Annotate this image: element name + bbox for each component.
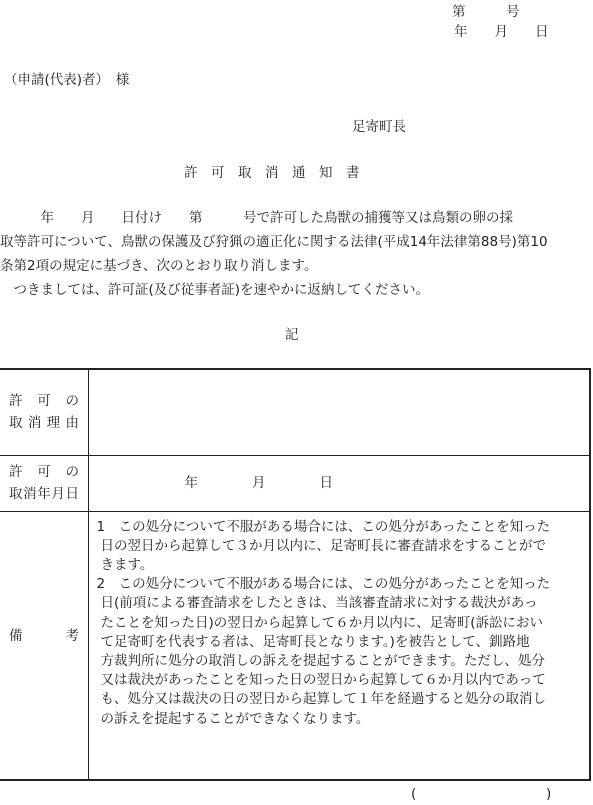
cancel-date-value[interactable] xyxy=(88,455,590,511)
remarks-row xyxy=(0,511,590,780)
note-1-line-2: 日の翌日から起算して３か月以内に、足寄町長に審査請求をすることがで xyxy=(100,537,546,554)
remarks-label-text xyxy=(9,625,79,647)
reason-row xyxy=(0,369,590,455)
note-2-line-1: 2 この処分について不服がある場合には、この処分があったことを知った xyxy=(96,576,551,593)
reason-label-line1: 許可の xyxy=(9,393,79,410)
footer-paren-close: ) xyxy=(546,786,552,802)
note-1-line-1: 1 この処分について不服がある場合には、この処分があったことを知った xyxy=(96,518,551,535)
body-line-3: 条第2項の規定に基づき、次のとおり取り消します。 xyxy=(0,258,318,274)
remarks-label xyxy=(0,511,88,780)
reason-label-line2: 取消理由 xyxy=(9,415,79,432)
note-2-line-3: たことを知った日)の翌日から起算して６か月以内に、足寄町(訴訟におい xyxy=(100,614,544,631)
addressee: （申請(代表)者） 様 xyxy=(4,72,130,88)
body-line-2: 取等許可について、鳥獣の保護及び狩猟の適正化に関する法律(平成14年法律第88号)第10 xyxy=(0,234,548,250)
remarks-label-char1: 備 xyxy=(9,628,23,645)
date-label: 年 月 日 xyxy=(454,24,549,40)
note-2-line-6: 又は裁決があったことを知った日の翌日から起算して６か月以内であって xyxy=(100,672,546,689)
note-1 xyxy=(97,518,584,576)
reason-value[interactable] xyxy=(88,369,590,455)
number-label: 第 号 xyxy=(452,4,520,20)
note-2-line-8: の訴えを提起することができなくなります。 xyxy=(100,710,370,727)
cancel-date-label xyxy=(0,455,88,511)
cancellation-table xyxy=(0,368,591,781)
body-line-1: 年 月 日付け 第 号で許可した鳥獣の捕獲等又は鳥類の卵の採 xyxy=(0,210,513,226)
note-2 xyxy=(97,575,584,729)
note-1-line-3: きます。 xyxy=(100,556,154,573)
note-2-line-4: て足寄町を代表する者は、足寄町長となります。)を被告として、釧路地 xyxy=(100,633,530,650)
cancel-date-label-line2: 取消年月日 xyxy=(9,486,79,502)
note-2-line-5: 方裁判所に処分の取消しの訴えを提起することができます。ただし、処分 xyxy=(100,652,545,669)
ki-label: 記 xyxy=(285,327,299,343)
date-row xyxy=(0,455,590,511)
note-2-line-7: も、処分又は裁決の日の翌日から起算して１年を経過すると処分の取消し xyxy=(100,691,546,708)
body-line-4: つきましては、許可証(及び従事者証)を速やかに返納してください。 xyxy=(0,282,430,298)
footer-paren-open: ( xyxy=(411,786,417,802)
issuer: 足寄町長 xyxy=(352,119,406,135)
reason-label xyxy=(0,369,88,455)
remarks-label-char2: 考 xyxy=(65,628,79,645)
note-2-line-2: 日(前項による審査請求をしたときは、当該審査請求に対する裁決があっ xyxy=(100,595,538,612)
remarks-notes xyxy=(88,511,590,780)
document-title: 許 可 取 消 通 知 書 xyxy=(184,165,360,181)
cancel-date-text: 年 月 日 xyxy=(184,475,333,491)
cancel-date-label-line1: 許可の xyxy=(9,464,79,480)
